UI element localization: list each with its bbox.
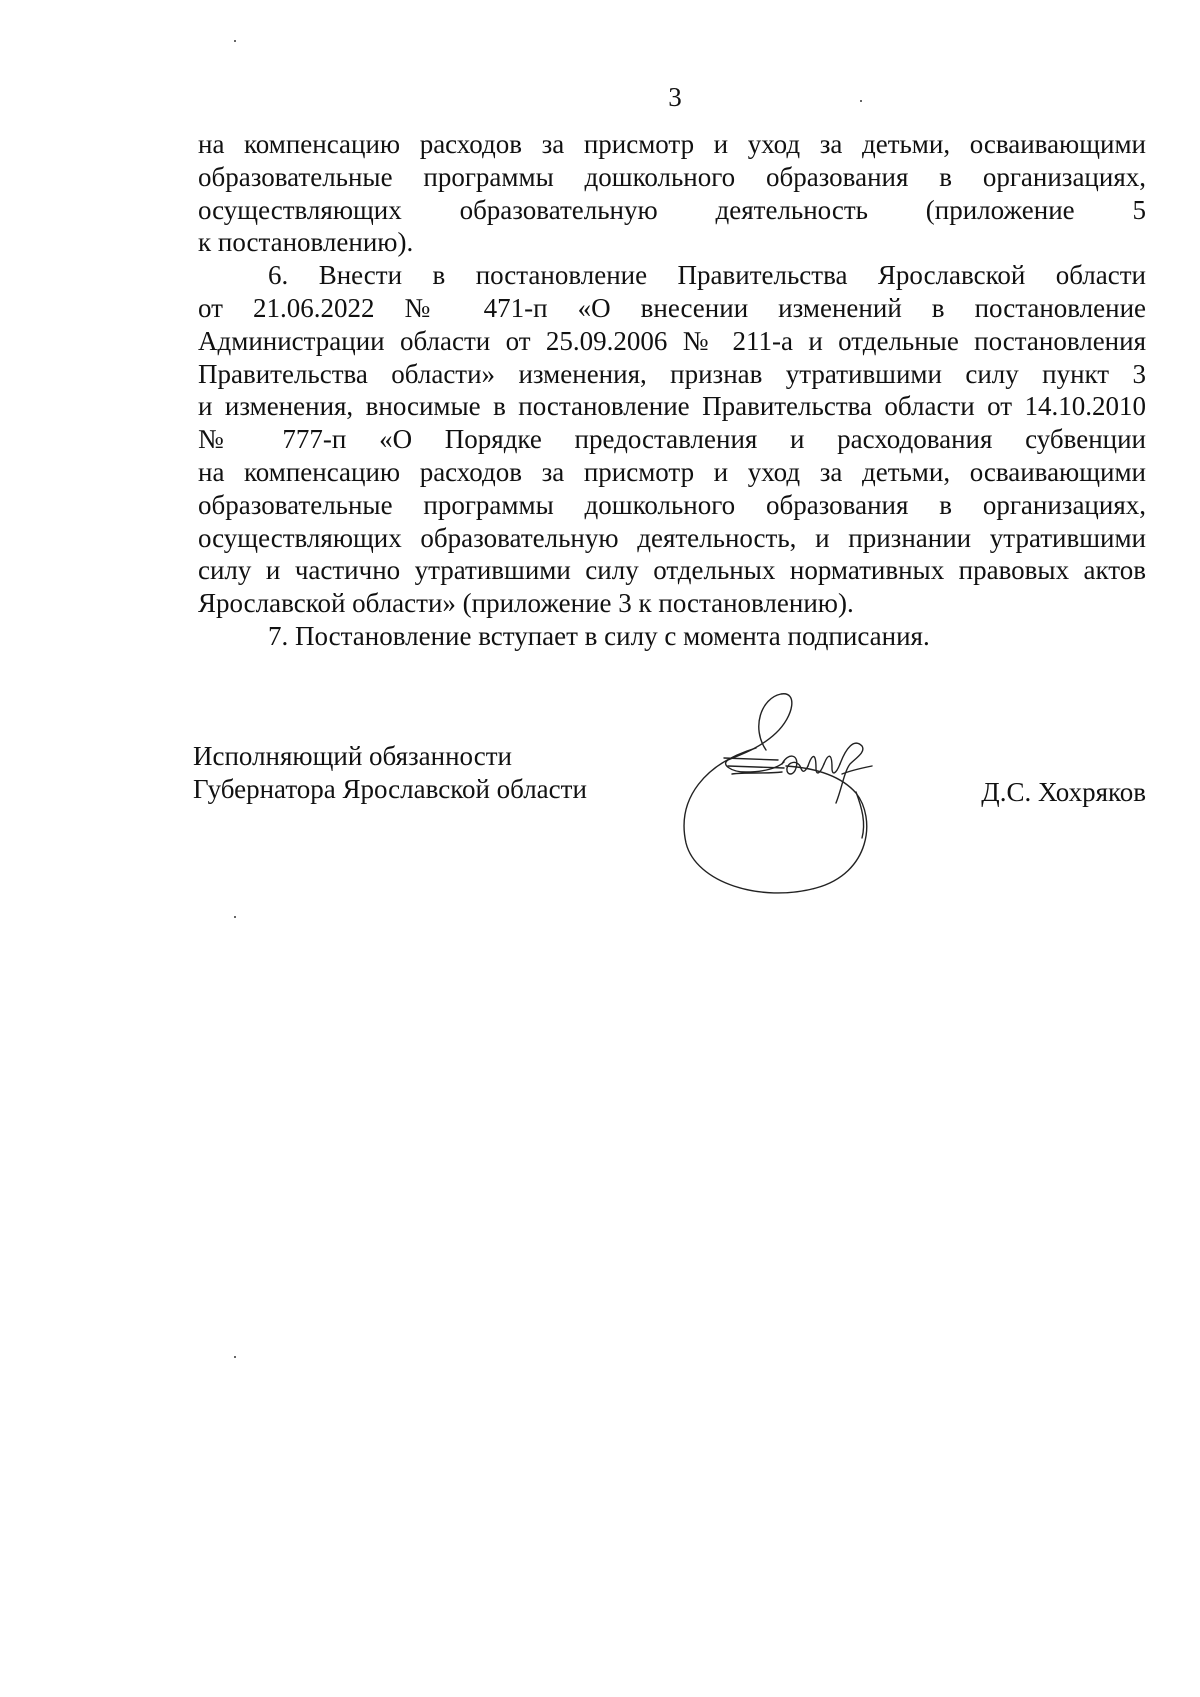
text-line: Администрации области от 25.09.2006 № 211-а и отдельные постановления — [198, 325, 1146, 356]
text-line: осуществляющих образовательную деятельность (приложение 5 — [198, 194, 1146, 225]
text-line: 7. Постановление вступает в силу с момента подписания. — [268, 620, 930, 651]
signatory-name: Д.С. Хохряков — [981, 777, 1146, 807]
text-line: № 777-п «О Порядке предоставления и расходования субвенции — [198, 424, 1146, 455]
signatory-title-line: Губернатора Ярославской области — [193, 774, 587, 804]
text-line: и изменения, вносимые в постановление Правительства области от 14.10.2010 — [198, 391, 1146, 422]
text-line: 6. Внести в постановление Правительства Ярославской области — [268, 260, 1146, 291]
scan-mark — [234, 916, 236, 918]
text-line: образовательные программы дошкольного образования в организациях, — [198, 489, 1146, 520]
text-line: осуществляющих образовательную деятельность, и признании утратившими — [198, 522, 1146, 553]
text-line: Ярославской области» (приложение 3 к постановлению). — [198, 588, 854, 619]
signatory-title — [193, 740, 587, 806]
text-line: силу и частично утратившими силу отдельных нормативных правовых актов — [198, 555, 1146, 586]
text-line: на компенсацию расходов за присмотр и уход за детьми, осваивающими — [198, 129, 1146, 159]
paragraph-item-7 — [198, 620, 1146, 653]
text-line: образовательные программы дошкольного образования в организациях, — [198, 161, 1146, 192]
text-line: Правительства области» изменения, признав утратившими силу пункт 3 — [198, 358, 1146, 389]
scan-mark — [234, 1356, 236, 1358]
page-number: 3 — [668, 82, 682, 112]
document-body — [198, 128, 1146, 653]
scan-mark — [860, 100, 862, 102]
handwritten-signature — [666, 688, 896, 903]
signatory-title-line: Исполняющий обязанности — [193, 741, 512, 771]
paragraph-continuation — [198, 128, 1146, 259]
paragraph-item-6 — [198, 259, 1146, 620]
text-line: от 21.06.2022 № 471-п «О внесении изменений в постановление — [198, 292, 1146, 323]
scan-mark — [234, 40, 236, 42]
text-line: на компенсацию расходов за присмотр и уход за детьми, осваивающими — [198, 456, 1146, 487]
text-line: к постановлению). — [198, 227, 414, 258]
